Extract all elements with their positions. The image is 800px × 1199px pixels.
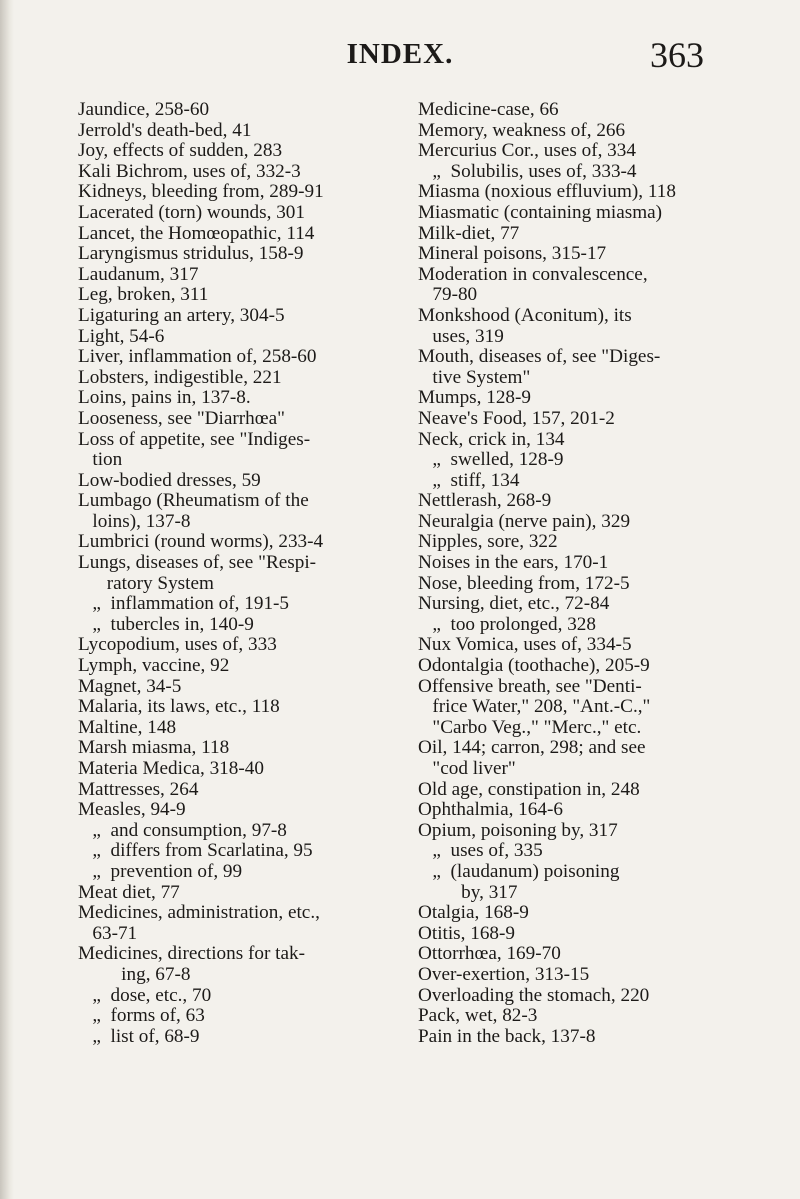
- index-entry: Odontalgia (toothache), 205-9: [418, 655, 650, 677]
- index-entry: tive System": [418, 366, 531, 388]
- index-entry: „ uses of, 335: [418, 840, 543, 862]
- index-entry: Jaundice, 258-60: [78, 99, 210, 120]
- index-entry: Lancet, the Homœopathic, 114: [78, 222, 315, 244]
- index-entry: tion: [78, 449, 123, 471]
- page-header: [0, 30, 800, 80]
- index-entry: Nursing, diet, etc., 72-84: [418, 593, 610, 615]
- index-entry: Medicines, administration, etc.,: [78, 902, 320, 924]
- page-number: 363: [650, 35, 704, 75]
- index-entry: Laryngismus stridulus, 158-9: [78, 243, 304, 265]
- index-entry: frice Water," 208, "Ant.-C.,": [418, 696, 651, 718]
- index-entry: Lungs, diseases of, see "Respi-: [78, 552, 317, 574]
- index-entry: Over-exertion, 313-15: [418, 963, 590, 985]
- index-entry: Malaria, its laws, etc., 118: [78, 696, 280, 718]
- index-entry: Otalgia, 168-9: [418, 902, 529, 924]
- index-entry: „ stiff, 134: [418, 469, 520, 491]
- index-entry: „ (laudanum) poisoning: [418, 860, 620, 882]
- index-entry: Mouth, diseases of, see "Diges-: [418, 346, 661, 368]
- index-entry: Mattresses, 264: [78, 778, 199, 800]
- index-entry: Pack, wet, 82-3: [418, 1005, 538, 1027]
- index-entry: loins), 137-8: [78, 510, 191, 532]
- index-entry: „ and consumption, 97-8: [78, 819, 287, 841]
- index-entry: Oil, 144; carron, 298; and see: [418, 737, 646, 759]
- index-entry: Lacerated (torn) wounds, 301: [78, 201, 305, 223]
- index-entry: Mineral poisons, 315-17: [418, 243, 607, 265]
- index-column-left: [78, 100, 388, 1047]
- index-entry: Materia Medica, 318-40: [78, 758, 264, 779]
- index-entry: Opium, poisoning by, 317: [418, 819, 618, 841]
- book-spine-shadow: [0, 0, 14, 1199]
- index-entry: "Carbo Veg.," "Merc.," etc.: [418, 716, 642, 738]
- index-entry: 79-80: [418, 284, 478, 306]
- index-entry: ing, 67-8: [78, 963, 191, 985]
- index-entry: „ prevention of, 99: [78, 860, 243, 882]
- index-entry: Measles, 94-9: [78, 799, 186, 821]
- index-entry: Meat diet, 77: [78, 881, 180, 903]
- index-entry: Mumps, 128-9: [418, 387, 531, 409]
- index-entry: Liver, inflammation of, 258-60: [78, 346, 317, 368]
- index-entry: Mercurius Cor., uses of, 334: [418, 140, 636, 162]
- index-entry: Light, 54-6: [78, 325, 165, 347]
- index-entry: „ forms of, 63: [78, 1005, 205, 1027]
- index-entry: Laudanum, 317: [78, 263, 199, 285]
- index-entry: Low-bodied dresses, 59: [78, 469, 261, 491]
- index-entry: ratory System: [78, 572, 214, 594]
- index-entry: „ swelled, 128-9: [418, 449, 564, 471]
- index-entry: Lumbago (Rheumatism of the: [78, 490, 309, 512]
- index-entry: „ inflammation of, 191-5: [78, 593, 290, 615]
- index-entry: Noises in the ears, 170-1: [418, 552, 609, 574]
- index-entry: Lumbrici (round worms), 233-4: [78, 531, 324, 553]
- index-column-right: [418, 100, 758, 1047]
- index-entry: "cod liver": [418, 758, 516, 779]
- index-entry: „ dose, etc., 70: [78, 984, 212, 1006]
- index-entry: Kali Bichrom, uses of, 332-3: [78, 160, 301, 182]
- index-entry: Ligaturing an artery, 304-5: [78, 304, 285, 326]
- index-entry: Old age, constipation in, 248: [418, 778, 640, 800]
- index-entry: Nose, bleeding from, 172-5: [418, 572, 630, 594]
- index-entry: Leg, broken, 311: [78, 284, 209, 306]
- index-entry: Looseness, see "Diarrhœa": [78, 407, 285, 429]
- index-entry: Nipples, sore, 322: [418, 531, 558, 553]
- index-entry: uses, 319: [418, 325, 504, 347]
- page-title: INDEX.: [346, 38, 454, 70]
- index-entry: Lycopodium, uses of, 333: [78, 634, 277, 656]
- index-entry: Kidneys, bleeding from, 289-91: [78, 181, 324, 203]
- index-entry: Medicines, directions for tak-: [78, 943, 305, 965]
- index-entry: Moderation in convalescence,: [418, 263, 648, 285]
- index-entry: Jerrold's death-bed, 41: [78, 119, 252, 141]
- index-entry: „ too prolonged, 328: [418, 613, 596, 635]
- index-entry: Milk-diet, 77: [418, 222, 520, 244]
- index-entry: Ottorrhœa, 169-70: [418, 943, 561, 965]
- index-entry: Overloading the stomach, 220: [418, 984, 650, 1006]
- index-entry: Loss of appetite, see "Indiges-: [78, 428, 311, 450]
- index-entry: Monkshood (Aconitum), its: [418, 304, 632, 326]
- index-entry: Pain in the back, 137-8: [418, 1025, 596, 1047]
- index-entry: „ differs from Scarlatina, 95: [78, 840, 313, 862]
- index-entry: Lobsters, indigestible, 221: [78, 366, 282, 388]
- index-entry: Maltine, 148: [78, 716, 177, 738]
- index-entry: „ list of, 68-9: [78, 1025, 200, 1047]
- index-entry: 63-71: [78, 922, 138, 944]
- index-entry: Magnet, 34-5: [78, 675, 182, 697]
- index-entry: Nux Vomica, uses of, 334-5: [418, 634, 632, 656]
- index-entry: Medicine-case, 66: [418, 99, 559, 120]
- index-entry: Miasmatic (containing miasma): [418, 201, 663, 223]
- index-entry: Lymph, vaccine, 92: [78, 655, 230, 677]
- index-entry: „ Solubilis, uses of, 333-4: [418, 160, 637, 182]
- index-entry: Otitis, 168-9: [418, 922, 516, 944]
- index-entry: Neave's Food, 157, 201-2: [418, 407, 615, 429]
- index-entry: Miasma (noxious effluvium), 118: [418, 181, 676, 203]
- index-entry: Neck, crick in, 134: [418, 428, 565, 450]
- index-entry: „ tubercles in, 140-9: [78, 613, 254, 635]
- index-entry: Marsh miasma, 118: [78, 737, 230, 759]
- index-entry: Offensive breath, see "Denti-: [418, 675, 642, 697]
- index-entry: Joy, effects of sudden, 283: [78, 140, 283, 162]
- index-entry: Memory, weakness of, 266: [418, 119, 626, 141]
- index-entry: Ophthalmia, 164-6: [418, 799, 563, 821]
- index-entry: Loins, pains in, 137-8.: [78, 387, 251, 409]
- index-entry: Neuralgia (nerve pain), 329: [418, 510, 631, 532]
- index-entry: Nettlerash, 268-9: [418, 490, 552, 512]
- index-entry: by, 317: [418, 881, 518, 903]
